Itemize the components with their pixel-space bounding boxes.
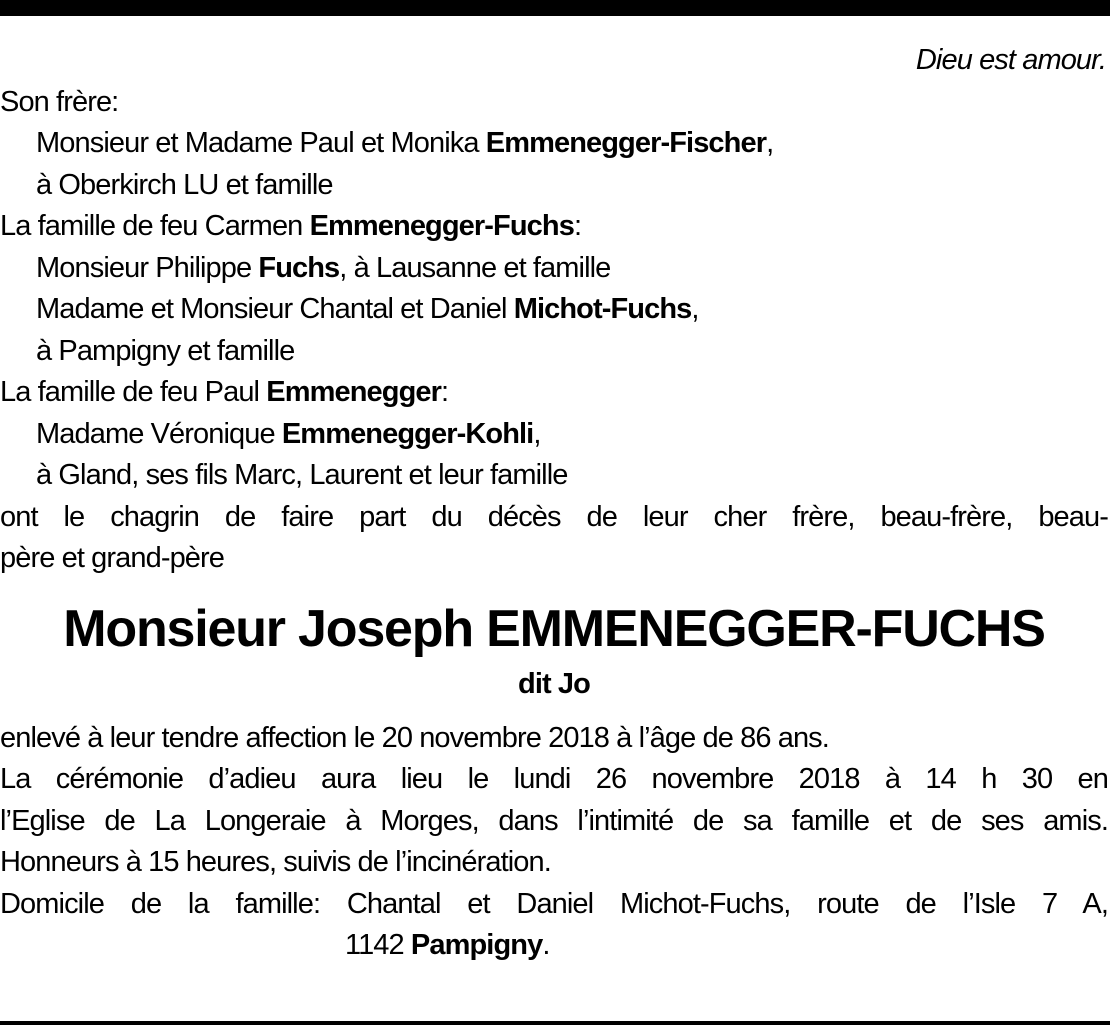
family-heading — [0, 372, 1108, 414]
ceremony-line: l’Eglise de La Longeraie à Morges, dans l’intimité de sa famille et de ses amis. — [0, 804, 1108, 837]
domicile-line: Domicile de la famille: Chantal et Daniel Michot-Fuchs, route de l’Isle 7 A, — [0, 887, 1108, 920]
ceremony-line: La cérémonie d’adieu aura lieu le lundi 26 novembre 2018 à 14 h 30 en — [0, 763, 1108, 795]
member-prefix: Monsieur Philippe — [36, 251, 259, 284]
deceased-name: Monsieur Joseph EMMENEGGER-FUCHS — [63, 599, 1045, 658]
family-member-line — [0, 414, 1108, 456]
announcement-line: père et grand-père — [0, 542, 225, 574]
motto: Dieu est amour. — [915, 44, 1106, 76]
family-heading-name: Emmenegger-Fuchs — [309, 210, 574, 242]
member-surname: Emmenegger-Fischer — [485, 127, 767, 159]
top-rule — [0, 0, 1110, 16]
family-heading-text: La famille de feu Paul — [0, 376, 267, 408]
family-heading-text: Son frère: — [0, 85, 119, 118]
family-member-line — [0, 248, 1108, 290]
family-member-line — [0, 165, 1108, 207]
family-heading — [0, 206, 1108, 248]
announcement-line: ont le chagrin de faire part du décès de leur cher frère, beau-frère, beau- — [0, 500, 1108, 533]
domicile-postcode: 1142 — [345, 929, 411, 961]
member-prefix: Madame Véronique — [36, 417, 282, 450]
bottom-rule — [0, 1021, 1110, 1025]
family-heading — [0, 82, 1108, 124]
honours-line: Honneurs à 15 heures, suivis de l’incinération. — [0, 846, 551, 878]
member-surname: Emmenegger-Kohli — [281, 417, 534, 450]
member-suffix: , — [691, 293, 699, 325]
family-member-line — [0, 455, 1108, 497]
member-prefix: Madame et Monsieur Chantal et Daniel — [36, 293, 514, 325]
domicile-end: . — [542, 929, 550, 961]
member-surname: Michot-Fuchs — [513, 293, 692, 325]
family-member-line — [0, 331, 1108, 373]
family-member-line — [0, 123, 1108, 165]
domicile-address — [0, 925, 1108, 967]
member-prefix: à Pampigny et famille — [36, 334, 295, 367]
member-surname: Fuchs — [258, 251, 340, 284]
member-suffix: , à Lausanne et famille — [339, 251, 611, 284]
member-prefix: Monsieur et Madame Paul et Monika — [36, 127, 486, 159]
family-heading-suffix: : — [441, 376, 449, 408]
member-suffix: , — [766, 127, 774, 159]
domicile-town: Pampigny — [410, 929, 543, 961]
family-member-line — [0, 289, 1108, 331]
deceased-nickname: dit Jo — [518, 667, 590, 700]
member-prefix: à Gland, ses fils Marc, Laurent et leur famille — [36, 459, 568, 491]
member-suffix: , — [533, 417, 541, 450]
family-heading-suffix: : — [573, 210, 582, 242]
obituary-notice — [0, 40, 1108, 967]
member-prefix: à Oberkirch LU et famille — [36, 168, 333, 201]
family-heading-text: La famille de feu Carmen — [0, 210, 310, 242]
death-notice: enlevé à leur tendre affection le 20 novembre 2018 à l’âge de 86 ans. — [0, 721, 829, 754]
family-heading-name: Emmenegger — [266, 376, 441, 408]
